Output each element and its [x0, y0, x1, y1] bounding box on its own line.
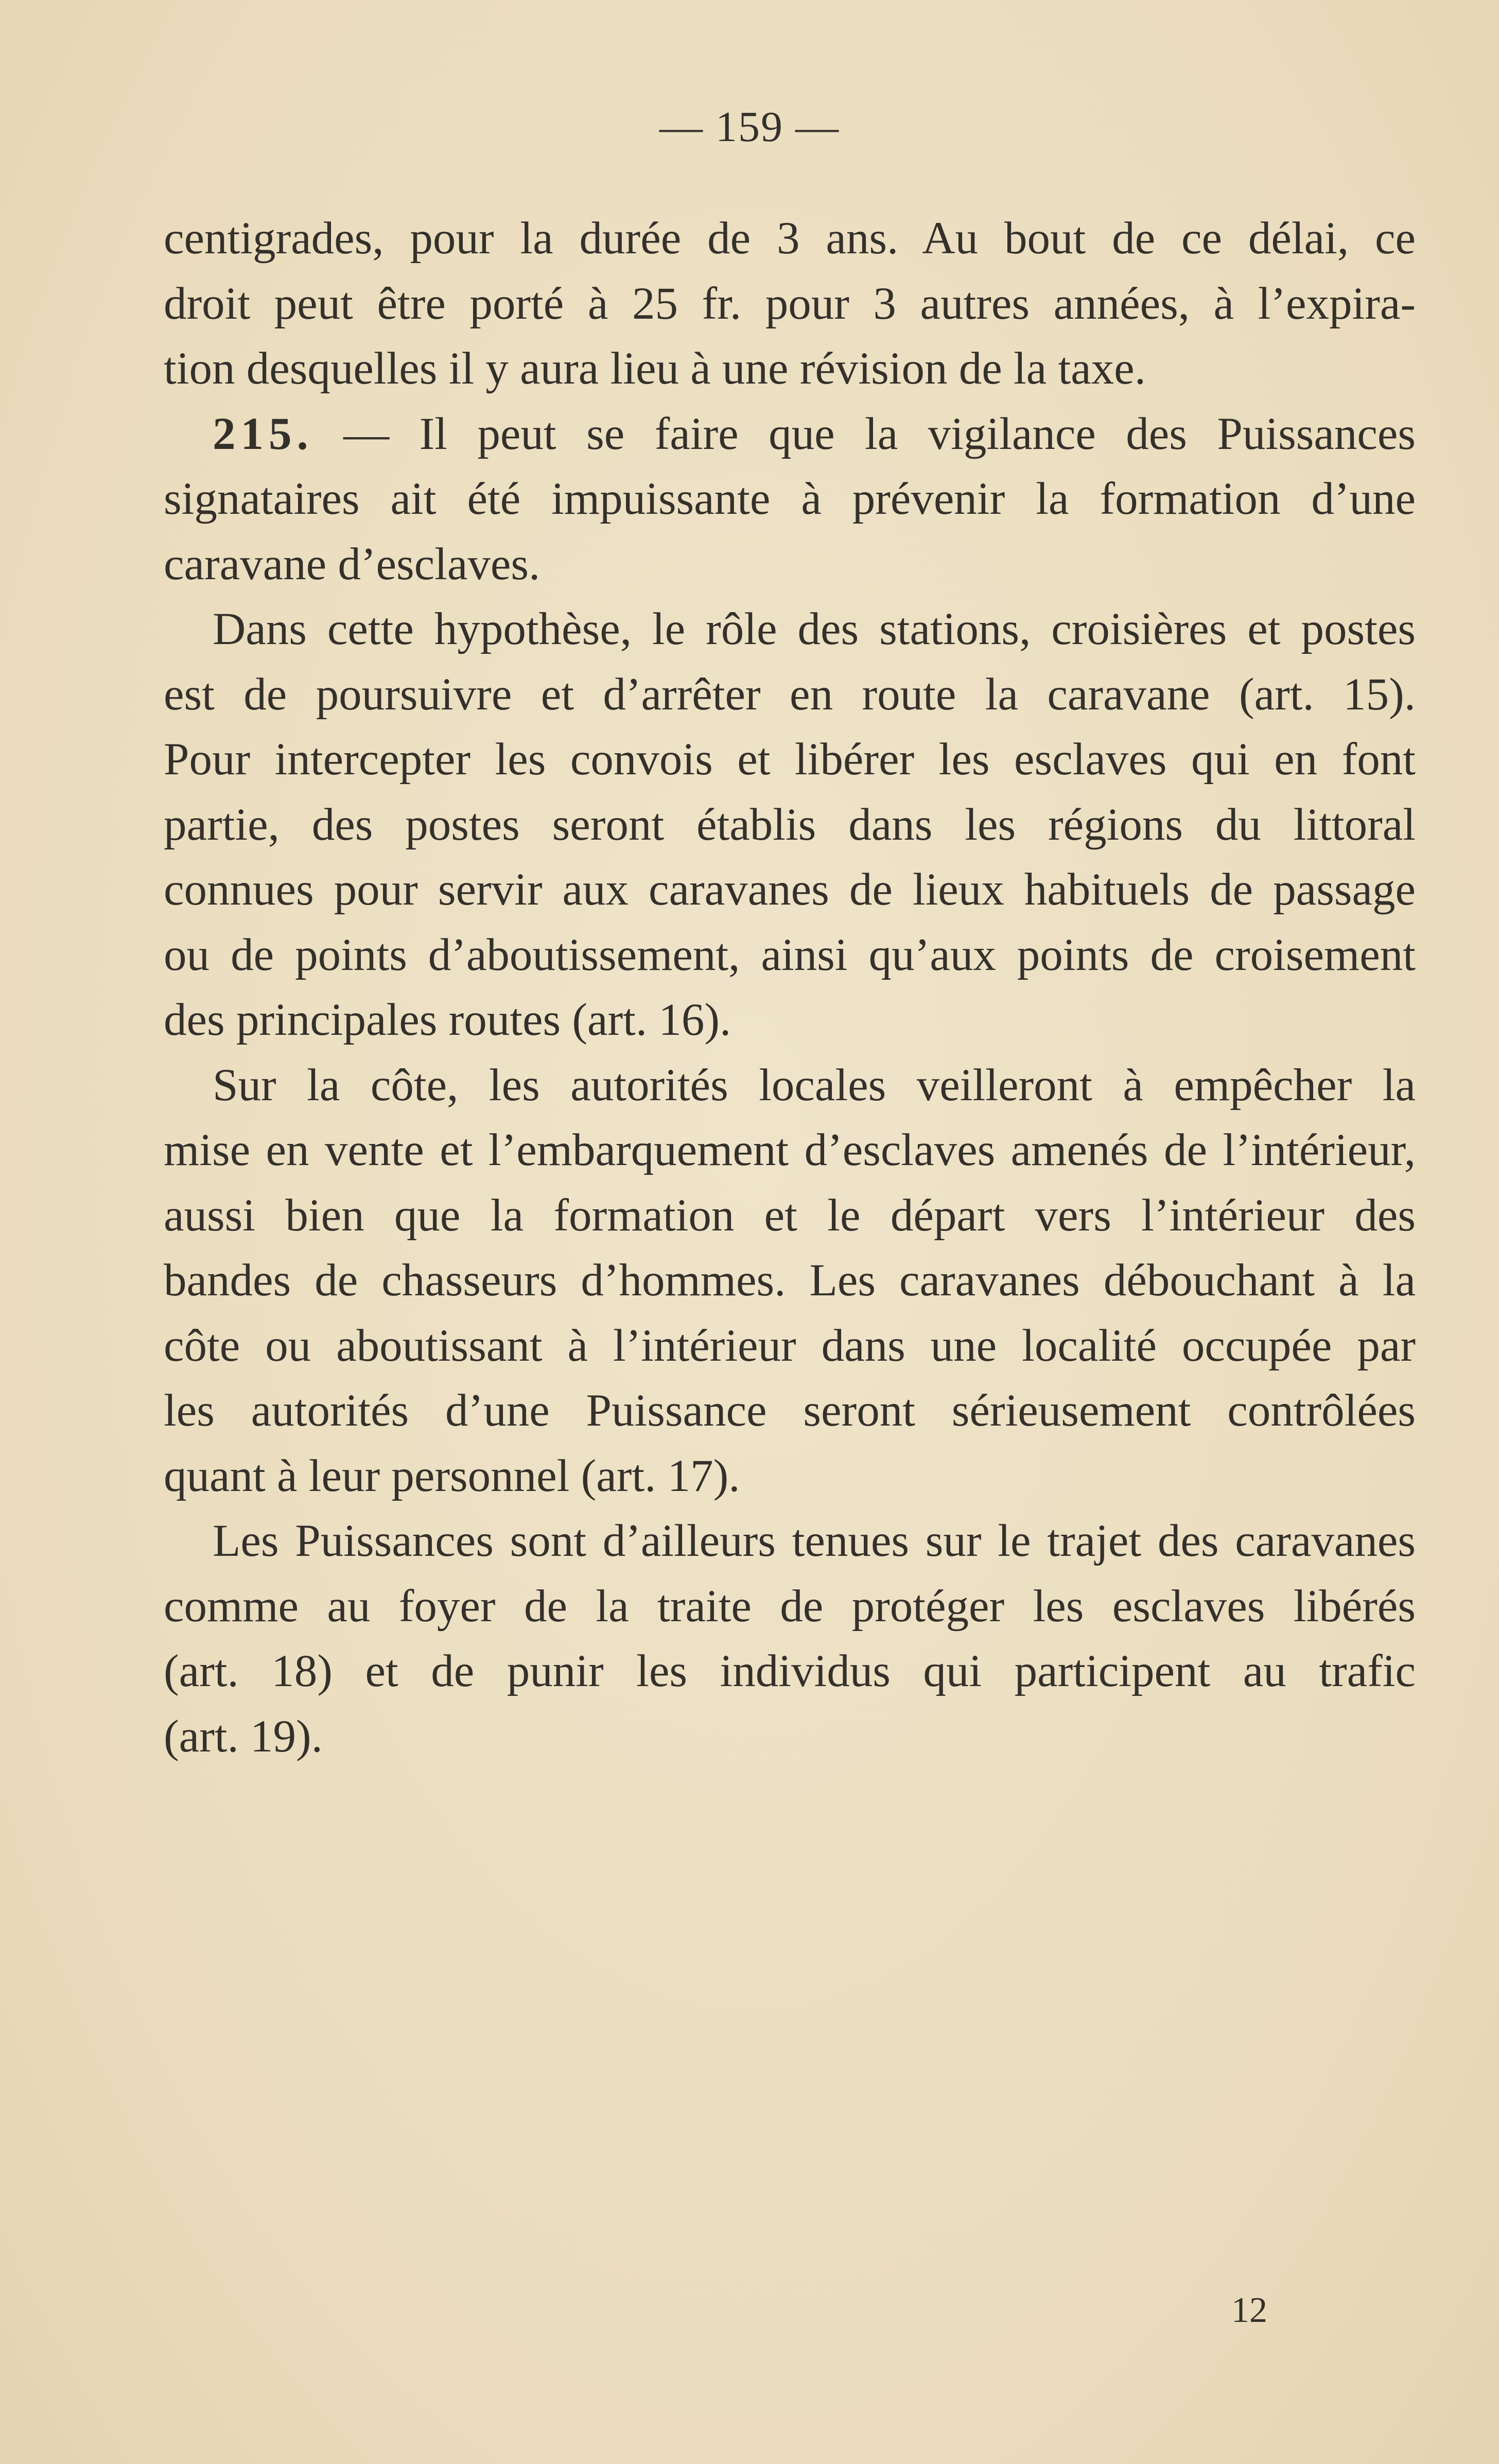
text-line: mise en vente et l’embarquement d’esclaves amenés de l’intérieur, [164, 1125, 1416, 1175]
text-line: tion desquelles il y aura lieu à une révision de la taxe. [164, 343, 1146, 394]
text-line: (art. 19). [164, 1711, 323, 1762]
text-line: droit peut être porté à 25 fr. pour 3 autres années, à l’expira- [164, 278, 1416, 329]
text-line: centigrades, pour la durée de 3 ans. Au bout de ce délai, ce [164, 213, 1416, 264]
text-line: quant à leur personnel (art. 17). [164, 1450, 740, 1501]
text-line: (art. 18) et de punir les individus qui participent au trafic [164, 1646, 1416, 1696]
text-line-section-215 [164, 402, 1416, 467]
text-line: aussi bien que la formation et le départ vers l’intérieur des [164, 1190, 1416, 1241]
section-number: 215. [213, 408, 313, 459]
text-line: est de poursuivre et d’arrêter en route la caravane (art. 15). [164, 669, 1416, 720]
text-line: partie, des postes seront établis dans les régions du littoral [164, 799, 1416, 850]
section-text: — Il peut se faire que la vigilance des Puissances [313, 408, 1416, 459]
text-line: Pour intercepter les convois et libérer les esclaves qui en font [164, 734, 1416, 785]
text-line: connues pour servir aux caravanes de lieux habituels de passage [164, 864, 1416, 915]
text-line: comme au foyer de la traite de protéger les esclaves libérés [164, 1581, 1416, 1632]
page-number-header: — 159 — [659, 103, 840, 151]
text-line: côte ou aboutissant à l’intérieur dans une localité occupée par [164, 1320, 1416, 1371]
text-line: Sur la côte, les autorités locales veilleront à empêcher la [213, 1060, 1416, 1110]
text-line: les autorités d’une Puissance seront sérieusement contrôlées [164, 1385, 1416, 1436]
body-text [164, 206, 1416, 1769]
text-line: des principales routes (art. 16). [164, 995, 731, 1045]
text-line: signataires ait été impuissante à prévenir la formation d’une [164, 474, 1416, 524]
text-line: bandes de chasseurs d’hommes. Les caravanes débouchant à la [164, 1255, 1416, 1306]
text-line: Dans cette hypothèse, le rôle des stations, croisières et postes [213, 604, 1416, 654]
signature-mark: 12 [1231, 2291, 1267, 2330]
text-line: Les Puissances sont d’ailleurs tenues sur le trajet des caravanes [213, 1516, 1416, 1566]
text-line: caravane d’esclaves. [164, 539, 541, 589]
text-line: ou de points d’aboutissement, ainsi qu’aux points de croisement [164, 929, 1416, 980]
